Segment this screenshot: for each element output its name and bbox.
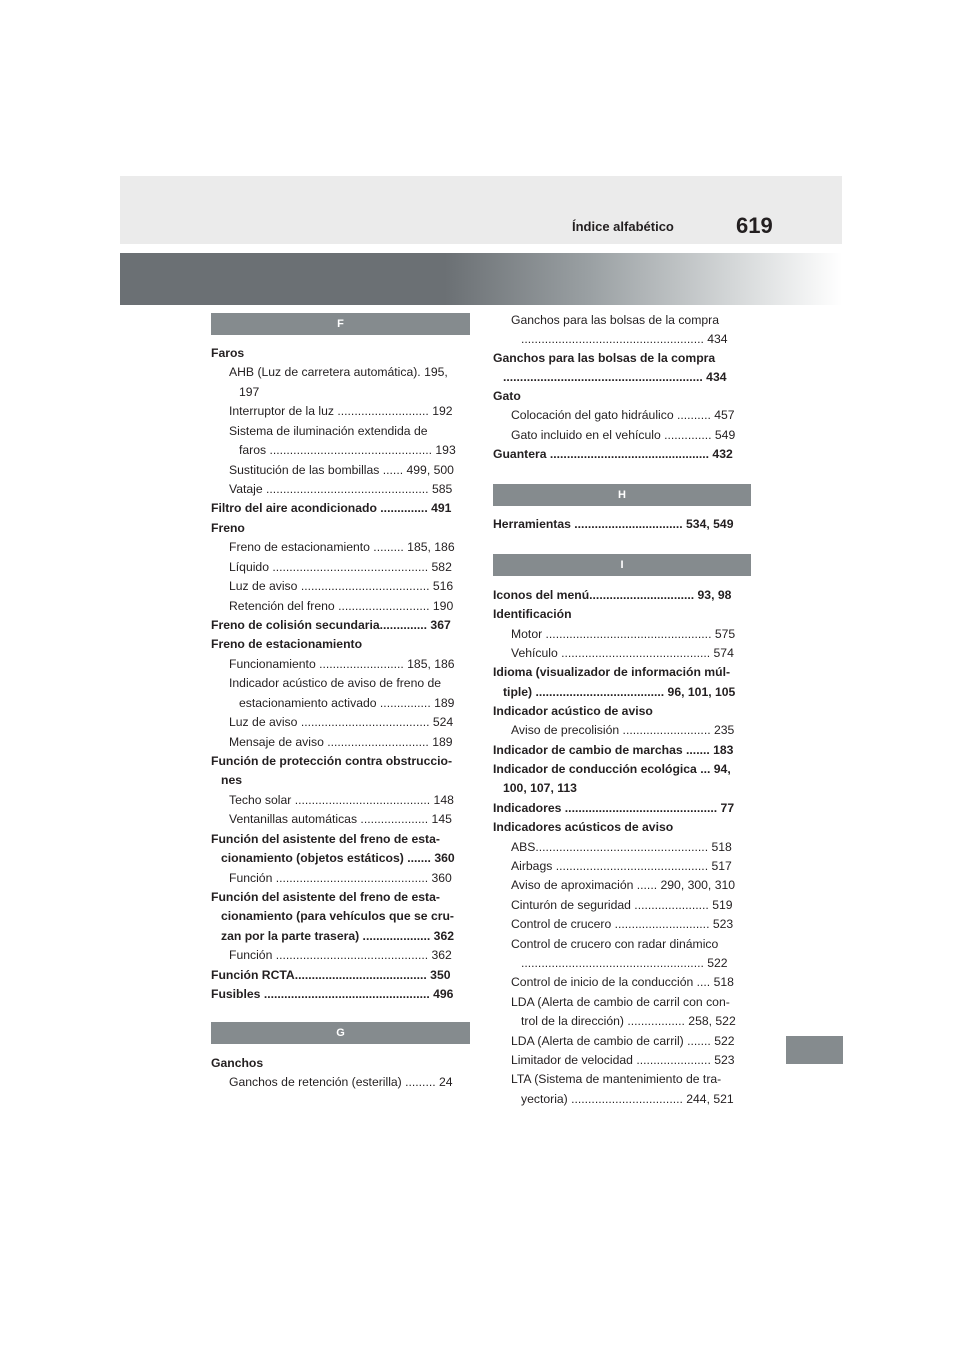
section-header-g: G	[211, 1022, 470, 1044]
index-subentry: Motor ................................................. 575	[511, 627, 736, 641]
index-subentry: Luz de aviso ...................................... 516	[229, 579, 454, 593]
section-header-i: I	[493, 554, 751, 576]
index-subentry: Ventanillas automáticas .................... 145	[229, 812, 452, 826]
index-entry: Indicadores acústicos de aviso	[493, 820, 674, 834]
index-subentry: LDA (Alerta de cambio de carril con con-	[511, 995, 730, 1009]
index-entry: Indicadores ............................................. 77	[493, 801, 735, 815]
index-subentry: faros ................................................ 193	[239, 443, 456, 457]
index-subentry: yectoria) ................................. 244, 521	[521, 1092, 734, 1106]
index-entry: Idioma (visualizador de información múl-	[493, 665, 731, 679]
section-header-h: H	[493, 484, 751, 506]
index-entry: Fusibles ................................................. 496	[211, 987, 454, 1001]
index-subentry: Limitador de velocidad ...................... 523	[511, 1053, 735, 1067]
page-number: 619	[736, 213, 773, 238]
index-subentry: Sustitución de las bombillas ...... 499, 500	[229, 463, 454, 477]
section-header-f: F	[211, 313, 470, 335]
index-entry: Guantera ............................................... 432	[493, 447, 733, 461]
index-entry: Indicador acústico de aviso	[493, 704, 653, 718]
index-subentry: LDA (Alerta de cambio de carril) ....... 522	[511, 1034, 735, 1048]
index-subentry: estacionamiento activado ............... 189	[239, 696, 455, 710]
index-subentry: Mensaje de aviso .............................. 189	[229, 735, 453, 749]
index-entry: cionamiento (objetos estáticos) ....... 360	[221, 851, 455, 865]
index-entry: ........................................................... 434	[503, 370, 727, 384]
index-entry: Función del asistente del freno de esta-	[211, 832, 440, 846]
index-subentry: Control de crucero con radar dinámico	[511, 937, 719, 951]
header-gradient-bar	[120, 253, 842, 305]
index-subentry: Aviso de aproximación ...... 290, 300, 310	[511, 878, 736, 892]
index-subentry: Líquido .............................................. 582	[229, 560, 452, 574]
index-subentry: Función ............................................. 360	[229, 871, 452, 885]
index-subentry: Vataje ................................................ 585	[229, 482, 453, 496]
index-subentry: AHB (Luz de carretera automática). 195,	[229, 365, 448, 379]
index-subentry: Control de inicio de la conducción .... 518	[511, 975, 734, 989]
index-subentry: LTA (Sistema de mantenimiento de tra-	[511, 1072, 722, 1086]
index-entry: Freno	[211, 521, 245, 535]
index-subentry: Freno de estacionamiento ......... 185, 186	[229, 540, 455, 554]
index-subentry: Función ............................................. 362	[229, 948, 452, 962]
index-subentry: Ganchos para las bolsas de la compra	[511, 313, 719, 327]
index-subentry: ABS................................................... 518	[511, 840, 732, 854]
index-entry: Indicador de conducción ecológica ... 94,	[493, 762, 731, 776]
index-subentry: Funcionamiento ......................... 185, 186	[229, 657, 455, 671]
index-entry: Gato	[493, 389, 521, 403]
index-entry: cionamiento (para vehículos que se cru-	[221, 909, 454, 923]
index-entry: Filtro del aire acondicionado .............. 491	[211, 501, 452, 515]
index-entry: zan por la parte trasera) .................... 362	[221, 929, 455, 943]
index-subentry: Luz de aviso ...................................... 524	[229, 715, 454, 729]
index-subentry: Interruptor de la luz ........................... 192	[229, 404, 453, 418]
index-subentry: Aviso de precolisión .......................... 235	[511, 723, 735, 737]
index-subentry: Retención del freno ........................... 190	[229, 599, 454, 613]
index-subentry: Indicador acústico de aviso de freno de	[229, 676, 442, 690]
index-subentry: Gato incluido en el vehículo .............. 549	[511, 428, 736, 442]
index-subentry: Airbags ............................................. 517	[511, 859, 732, 873]
index-entry: Función del asistente del freno de esta-	[211, 890, 440, 904]
index-entry: Freno de estacionamiento	[211, 637, 363, 651]
index-entry: Indicador de cambio de marchas ....... 183	[493, 743, 734, 757]
index-subentry: Vehículo ............................................ 574	[511, 646, 734, 660]
index-subentry: trol de la dirección) ................. 258, 522	[521, 1014, 736, 1028]
side-thumb-tab	[786, 1036, 843, 1064]
index-entry: Faros	[211, 346, 245, 360]
index-entry: nes	[221, 773, 243, 787]
index-subentry: ...................................................... 434	[521, 332, 728, 346]
index-subentry: 197	[239, 385, 260, 399]
index-subentry: ...................................................... 522	[521, 956, 728, 970]
index-subentry: Sistema de iluminación extendida de	[229, 424, 428, 438]
header-band	[120, 176, 842, 244]
index-entry: Identificación	[493, 607, 572, 621]
index-subentry: Techo solar ........................................ 148	[229, 793, 454, 807]
index-entry: Función de protección contra obstruccio-	[211, 754, 453, 768]
index-entry: tiple) ...................................... 96, 101, 105	[503, 685, 736, 699]
index-entry: Ganchos	[211, 1056, 264, 1070]
index-entry: Freno de colisión secundaria.............. 367	[211, 618, 451, 632]
index-subentry: Ganchos de retención (esterilla) ......... 24	[229, 1075, 453, 1089]
index-entry: Iconos del menú............................... 93, 98	[493, 588, 732, 602]
index-entry: Herramientas ................................ 534, 549	[493, 517, 734, 531]
index-entry: Ganchos para las bolsas de la compra	[493, 351, 716, 365]
index-subentry: Cinturón de seguridad ...................... 519	[511, 898, 733, 912]
index-entry: Función RCTA....................................... 350	[211, 968, 451, 982]
index-entry: 100, 107, 113	[503, 781, 577, 795]
index-subentry: Colocación del gato hidráulico .......... 457	[511, 408, 735, 422]
index-subentry: Control de crucero ............................ 523	[511, 917, 734, 931]
header-title: Índice alfabético	[572, 219, 674, 234]
